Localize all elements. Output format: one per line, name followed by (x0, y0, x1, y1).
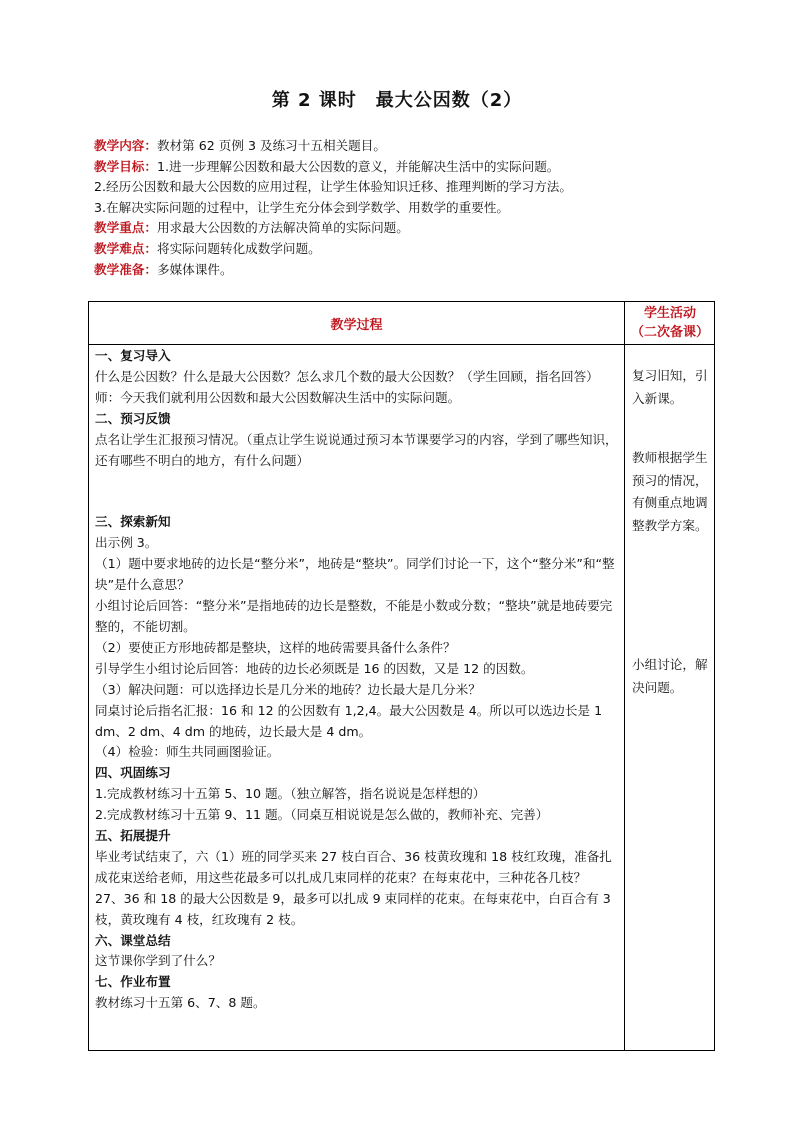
side-note-preview: 教师根据学生预习的情况，有侧重点地调整教学方案。 (632, 450, 708, 533)
paragraph: （3）解决问题：可以选择边长是几分米的地砖？边长最大是几分米？ (95, 681, 481, 697)
teaching-process-table (88, 301, 715, 1051)
header-side-line-2: （二次备课） (630, 325, 709, 340)
paragraph: （2）要使正方形地砖都是整块，这样的地砖需要具备什么条件？ (95, 639, 456, 655)
prep-row (94, 260, 734, 281)
paragraph: 同桌讨论后指名汇报：16 和 12 的公因数有 1,2,4。最大公因数是 4。所以可以选边长是 1 dm、2 dm、4 dm 的地砖，边长最大是 4 dm。 (95, 702, 603, 739)
side-note-explore: 小组讨论，解决问题。 (632, 657, 708, 695)
section-title-preview: 二、预习反馈 (95, 410, 171, 426)
section-title-practice: 四、巩固练习 (95, 765, 171, 781)
header-side-line-1: 学生活动 (643, 306, 696, 321)
section-title-explore: 三、探索新知 (95, 514, 171, 530)
key-text: 用求最大公因数的方法解决简单的实际问题。 (156, 220, 409, 236)
difficulty-text: 将实际问题转化成数学问题。 (156, 240, 321, 256)
paragraph: 教材练习十五第 6、7、8 题。 (95, 995, 266, 1011)
difficulty-row (94, 239, 734, 260)
content-text: 教材第 62 页例 3 及练习十五相关题目。 (156, 138, 386, 153)
goals-label: 教学目标： (94, 158, 157, 174)
header-student-activity (625, 304, 715, 342)
paragraph: 小组讨论后回答：“整分米”是指地砖的边长是整数，不能是小数或分数；“整块”就是地砖要完整的，不能切割。 (95, 598, 613, 634)
paragraph: 点名让学生汇报预习情况。（重点让学生说说通过预习本节课要学习的内容，学到了哪些知识，还有哪些不明白的地方，有什么问题） (95, 431, 618, 468)
paragraph: 毕业考试结束了，六（1）班的同学买来 27 枝白百合、36 枝黄玫瑰和 18 枝红玫瑰，准备扎成花束送给老师，用这些花最多可以扎成几束同样的花束？在每束花中，三种花各几枝？ (95, 848, 612, 885)
key-row (94, 218, 734, 239)
content-label: 教学内容： (94, 138, 157, 153)
paragraph: 1.完成教材练习十五第 5、10 题。（独立解答，指名说说是怎样想的） (95, 786, 486, 802)
key-label: 教学重点： (94, 220, 157, 236)
paragraph: 这节课你学到了什么？ (95, 953, 221, 969)
paragraph: 2.完成教材练习十五第 9、11 题。（同桌互相说说是怎么做的，教师补充、完善） (95, 807, 549, 823)
paragraph: 什么是公因数？什么是最大公因数？怎么求几个数的最大公因数？（学生回顾，指名回答） (95, 368, 599, 384)
content-row (94, 136, 734, 157)
section-title-extension: 五、拓展提升 (95, 828, 171, 844)
goal-1: 1.进一步理解公因数和最大公因数的意义，并能解决生活中的实际问题。 (156, 158, 560, 174)
paragraph: 出示例 3。 (95, 535, 158, 551)
section-title-homework: 七、作业布置 (95, 974, 171, 990)
paragraph: 师：今天我们就利用公因数和最大公因数解决生活中的实际问题。 (95, 389, 461, 405)
prep-text: 多媒体课件。 (156, 261, 233, 277)
difficulty-label: 教学难点： (94, 240, 157, 256)
goal-3: 3.在解决实际问题的过程中，让学生充分体会到学数学、用数学的重要性。 (94, 199, 510, 215)
paragraph: 27、36 和 18 的最大公因数是 9，最多可以扎成 9 束同样的花束。在每束花中，白百合有 3 枝，黄玫瑰有 4 枝，红玫瑰有 2 枝。 (95, 890, 611, 927)
section-title-summary: 六、课堂总结 (95, 932, 171, 948)
header-divider (89, 344, 714, 345)
paragraph: （1）题中要求地砖的边长是“整分米”，地砖是“整块”。同学们讨论一下，这个“整分米”和“整块”是什么意思？ (95, 556, 615, 593)
lesson-overview (94, 136, 734, 280)
side-note-review: 复习旧知，引入新课。 (632, 368, 708, 406)
prep-label: 教学准备： (94, 261, 157, 277)
lesson-title: 第 2 课时 最大公因数（2） (271, 90, 523, 111)
paragraph: （4）检验：师生共同画图验证。 (95, 744, 280, 760)
goal-2: 2.经历公因数和最大公因数的应用过程，让学生体验知识迁移、推理判断的学习方法。 (94, 179, 572, 195)
paragraph: 引导学生小组讨论后回答：地砖的边长必须既是 16 的因数，又是 12 的因数。 (95, 660, 534, 676)
process-content (95, 346, 619, 1014)
column-divider (624, 302, 625, 1050)
header-teaching-process: 教学过程 (330, 317, 383, 333)
section-title-review: 一、复习导入 (95, 348, 171, 363)
goals-row (94, 157, 734, 178)
spacer (95, 471, 619, 512)
